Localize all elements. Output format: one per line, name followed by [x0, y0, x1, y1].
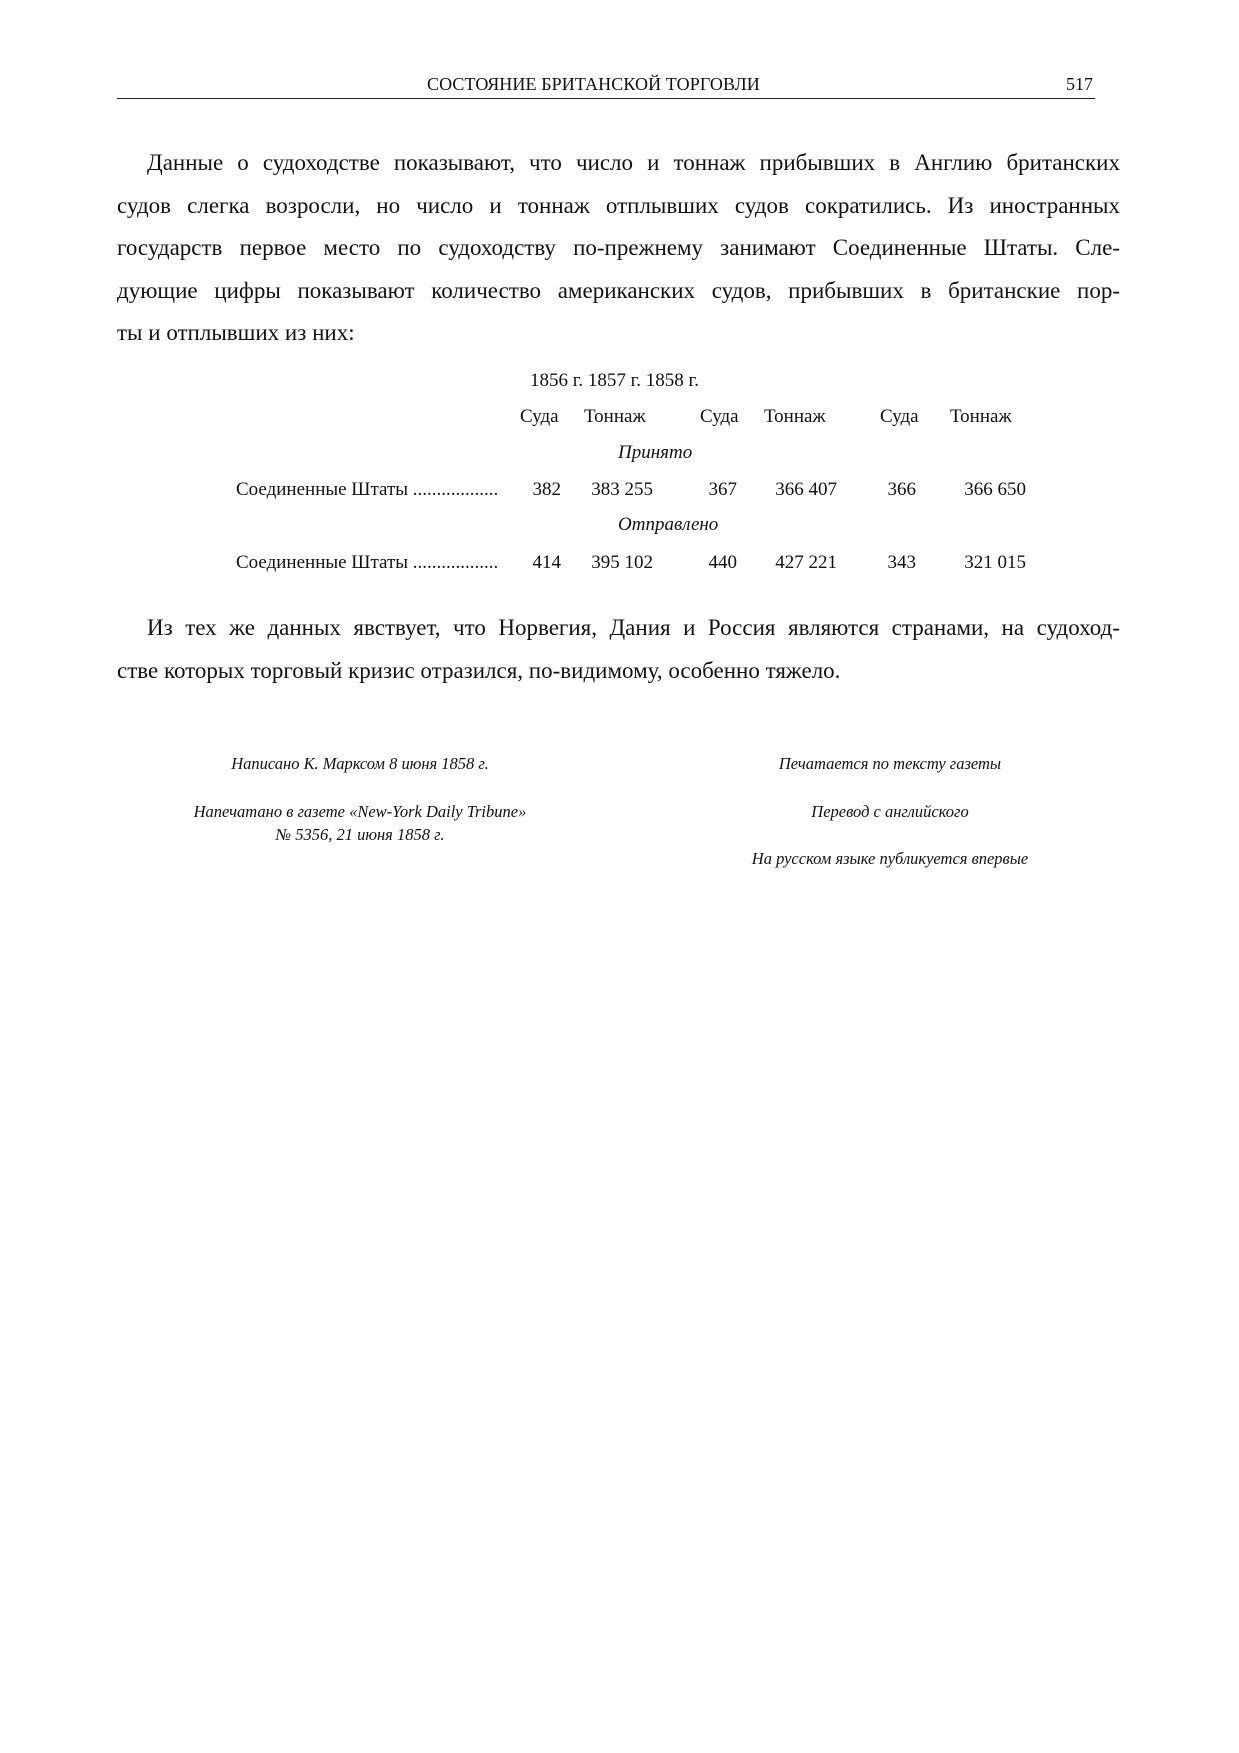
column-header: Суда	[880, 406, 919, 427]
imprint-source: Печатается по тексту газеты	[778, 754, 1002, 773]
paragraph-line: судов слегка возросли, но число и тоннаж отплывших судов сократились. Из иностранных	[117, 192, 1120, 218]
column-header: Тоннаж	[584, 406, 646, 427]
table-cell: 367	[708, 479, 737, 500]
paragraph-line: Данные о судоходстве показывают, что число и тоннаж прибывших в Англию британских	[147, 150, 1120, 175]
table-cell: 366 407	[775, 479, 837, 500]
column-header: Суда	[700, 406, 739, 427]
table-cell: 366	[887, 479, 916, 500]
section-caption-sent: Отправлено	[618, 514, 719, 535]
paragraph-crisis	[117, 607, 1120, 692]
paragraph-line: дующие цифры показывают количество американских судов, прибывших в британские пор-	[117, 277, 1120, 303]
table-row-label: Соединенные Штаты ..................	[236, 479, 499, 500]
table-cell: 395 102	[591, 552, 653, 573]
table-cell: 383 255	[591, 479, 653, 500]
paragraph-line: стве которых торговый кризис отразился, по-видимому, особенно тяжело.	[117, 657, 841, 683]
paragraph-line: Из тех же данных явствует, что Норвегия, Дания и Россия являются странами, на судоход-	[147, 615, 1120, 640]
imprint-first-publication: На русском языке публикуется впервые	[751, 849, 1029, 868]
paragraph-shipping-data	[117, 142, 1120, 355]
running-title: СОСТОЯНИЕ БРИТАНСКОЙ ТОРГОВЛИ	[427, 74, 760, 94]
table-row-label: Соединенные Штаты ..................	[236, 552, 499, 573]
column-header: Тоннаж	[950, 406, 1012, 427]
paragraph-line: ты и отплывших из них:	[117, 320, 355, 345]
table-cell: 414	[532, 552, 561, 573]
table-cell: 382	[532, 479, 561, 500]
imprint-translation: Перевод с английского	[811, 802, 969, 821]
section-caption-received: Принято	[618, 442, 693, 463]
column-header: Суда	[520, 406, 559, 427]
imprint-printed-line1: Напечатано в газете «New-York Daily Tribune»	[193, 802, 527, 821]
column-header: Тоннаж	[764, 406, 826, 427]
imprint-printed-line2: № 5356, 21 июня 1858 г.	[275, 825, 445, 844]
page-number: 517	[1066, 74, 1093, 94]
paragraph-line: государств первое место по судоходству по-прежнему занимают Соединенные Штаты. Сле-	[117, 235, 1120, 260]
table-years-header: 1856 г. 1857 г. 1858 г.	[530, 370, 699, 391]
running-header	[117, 72, 1095, 99]
table-cell: 440	[708, 552, 737, 573]
imprint-written: Написано К. Марксом 8 июня 1858 г.	[231, 754, 489, 773]
table-cell: 427 221	[775, 552, 837, 573]
table-cell: 343	[887, 552, 916, 573]
table-cell: 321 015	[964, 552, 1026, 573]
table-cell: 366 650	[964, 479, 1026, 500]
